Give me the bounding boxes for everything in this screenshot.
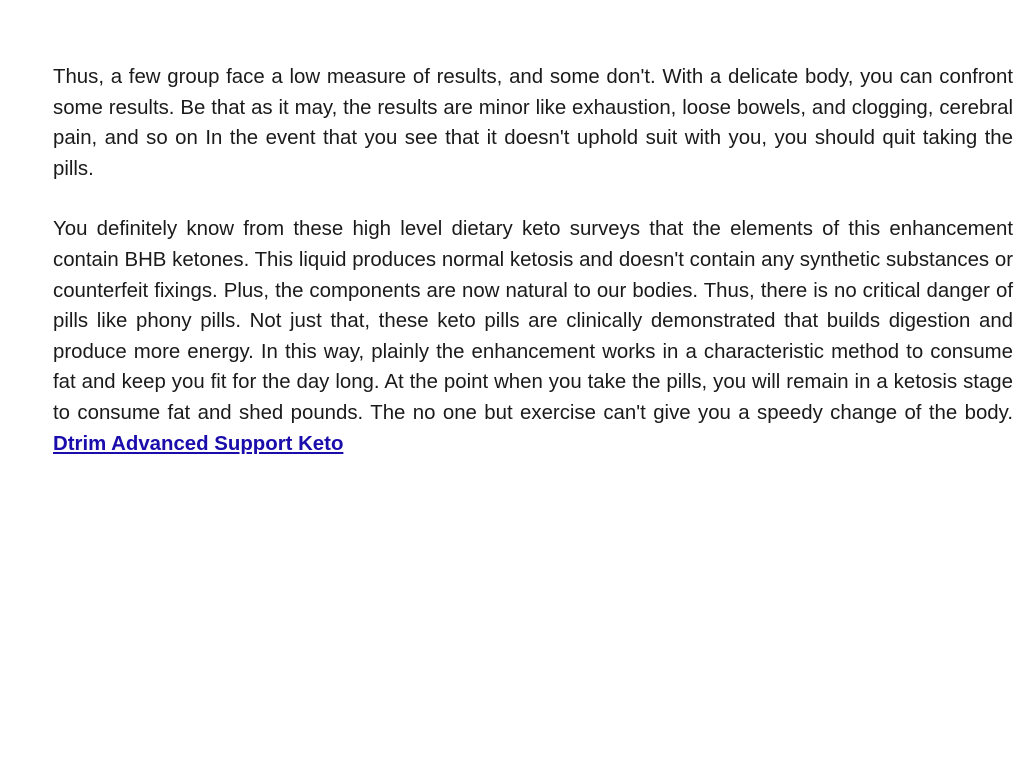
paragraph-1: Thus, a few group face a low measure of results, and some don't. With a delicate body, you can confront some results. Be that as it may, the results are minor like exhaustion, loose bowels, and clogging, cerebral pain, and so on In the event that you see that it doesn't uphold suit with you, you should quit taking the pills. (53, 66, 1013, 180)
product-link[interactable]: Dtrim Advanced Support Keto (53, 432, 344, 455)
paragraph-2 (53, 214, 1013, 459)
paragraph-2-text: You definitely know from these high level dietary keto surveys that the elements of this enhancement contain BHB ketones. This liquid produces normal ketosis and doesn't contain any synthetic substances or counterfeit fixings. Plus, the components are now natural to our bodies. Thus, there is no critical danger of pills like phony pills. Not just that, these keto pills are clinically demonstrated that builds digestion and produce more energy. In this way, plainly the enhancement works in a characteristic method to consume fat and keep you fit for the day long. At the point when you take the pills, you will remain in a ketosis stage to consume fat and shed pounds. The no one but exercise can't give you a speedy change of the body. (53, 218, 1013, 424)
document-body (53, 62, 1013, 459)
